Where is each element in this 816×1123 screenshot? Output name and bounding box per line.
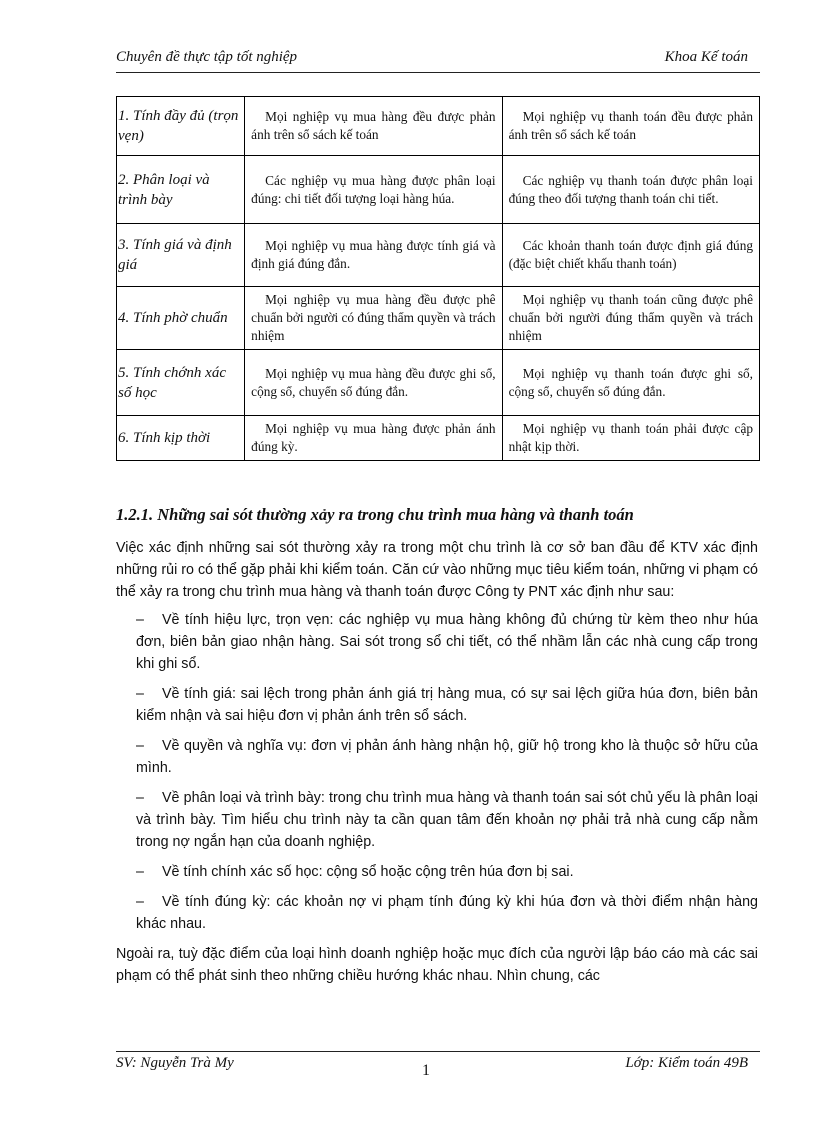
dash-bullet: – (136, 686, 144, 702)
section-body (116, 537, 758, 993)
payment-cell: Các nghiệp vụ thanh toán được phân loại đúng theo đối tượng thanh toán chi tiết. (502, 156, 759, 224)
table-row (117, 156, 760, 224)
objective-cell: 1. Tính đầy đủ (trọn vẹn) (117, 97, 245, 156)
objective-cell: 6. Tính kịp thời (117, 416, 245, 461)
page-header (116, 46, 760, 73)
dash-bullet: – (136, 612, 144, 628)
list-item-text: Về tính đúng kỳ: các khoản nợ vi phạm tính đúng kỳ khi húa đơn và thời điểm nhận hàng khác nhau. (136, 894, 758, 932)
objective-cell: 5. Tính chớnh xác số học (117, 350, 245, 416)
table-row (117, 416, 760, 461)
dash-bullet: – (136, 894, 144, 910)
list-item-text: Về tính hiệu lực, trọn vẹn: các nghiệp vụ mua hàng không đủ chứng từ kèm theo như húa đơn, biên bản giao nhận hàng. Sai sót trong sổ chi tiết, có thể nhầm lẫn các nhà cung cấp trong khi ghi sổ. (136, 612, 758, 672)
table-row (117, 97, 760, 156)
dash-bullet: – (136, 738, 144, 754)
purchase-cell: Mọi nghiệp vụ mua hàng đều được phản ánh trên sổ sách kế toán (245, 97, 502, 156)
table-row (117, 350, 760, 416)
header-department: Khoa Kế toán (664, 49, 748, 65)
payment-cell: Mọi nghiệp vụ thanh toán cũng được phê chuẩn bởi người đúng thẩm quyền và trách nhiệm (502, 287, 759, 350)
list-item-text: Về quyền và nghĩa vụ: đơn vị phản ánh hàng nhận hộ, giữ hộ trong kho là thuộc sở hữu của mình. (136, 738, 758, 776)
page-number: 1 (422, 1062, 430, 1079)
purchase-cell: Các nghiệp vụ mua hàng được phân loại đúng: chi tiết đối tượng loại hàng húa. (245, 156, 502, 224)
purchase-cell: Mọi nghiệp vụ mua hàng được phản ánh đúng kỳ. (245, 416, 502, 461)
payment-cell: Các khoản thanh toán được định giá đúng (đặc biệt chiết khấu thanh toán) (502, 224, 759, 287)
list-item (116, 787, 758, 853)
payment-cell: Mọi nghiệp vụ thanh toán được ghi sổ, cộng sổ, chuyển sổ đúng đắn. (502, 350, 759, 416)
objectives-table (116, 96, 760, 461)
intro-paragraph: Việc xác định những sai sót thường xảy ra trong một chu trình là cơ sở ban đầu để KTV xác định những rủi ro có thể gặp phải khi kiểm toán. Căn cứ vào những mục tiêu kiểm toán, những vi phạm có thể xảy ra trong chu trình mua hàng và thanh toán được Công ty PNT xác định như sau: (116, 540, 758, 600)
list-item (116, 861, 758, 883)
objective-cell: 4. Tính phờ chuẩn (117, 287, 245, 350)
section-heading: 1.2.1. Những sai sót thường xảy ra trong chu trình mua hàng và thanh toán (116, 505, 634, 524)
list-item-text: Về tính giá: sai lệch trong phản ánh giá trị hàng mua, có sự sai lệch giữa húa đơn, biên bản kiểm nhận và sai hiệu đơn vị phản ánh trên sổ sách. (136, 686, 758, 724)
list-item (116, 609, 758, 675)
purchase-cell: Mọi nghiệp vụ mua hàng đều được ghi sổ, cộng sổ, chuyển sổ đúng đắn. (245, 350, 502, 416)
closing-paragraph: Ngoài ra, tuỳ đặc điểm của loại hình doanh nghiệp hoặc mục đích của người lập báo cáo mà các sai phạm có thể phát sinh theo những chiều hướng khác nhau. Nhìn chung, các (116, 946, 758, 984)
page-footer (116, 1051, 760, 1078)
payment-cell: Mọi nghiệp vụ thanh toán phải được cập nhật kịp thời. (502, 416, 759, 461)
dash-bullet: – (136, 790, 144, 806)
list-item (116, 735, 758, 779)
list-item-text: Về phân loại và trình bày: trong chu trình mua hàng và thanh toán sai sót chủ yếu là phân loại và trình bày. Tìm hiểu chu trình này ta cần quan tâm đến khoản nợ phải trả nhà cung cấp nằm trong nợ ngắn hạn của doanh nghiệp. (136, 790, 758, 850)
footer-class: Lớp: Kiểm toán 49B (625, 1055, 748, 1071)
footer-student: SV: Nguyễn Trà My (116, 1055, 234, 1071)
list-item (116, 891, 758, 935)
objective-cell: 2. Phân loại và trình bày (117, 156, 245, 224)
objective-cell: 3. Tính giá và định giá (117, 224, 245, 287)
purchase-cell: Mọi nghiệp vụ mua hàng đều được phê chuẩn bởi người có đúng thẩm quyền và trách nhiệm (245, 287, 502, 350)
header-title: Chuyên đề thực tập tốt nghiệp (116, 49, 298, 65)
table-row (117, 224, 760, 287)
purchase-cell: Mọi nghiệp vụ mua hàng được tính giá và định giá đúng đắn. (245, 224, 502, 287)
dash-bullet: – (136, 864, 144, 880)
payment-cell: Mọi nghiệp vụ thanh toán đều được phản ánh trên sổ sách kế toán (502, 97, 759, 156)
list-item-text: Về tính chính xác số học: cộng sổ hoặc cộng trên húa đơn bị sai. (162, 864, 574, 880)
table-row (117, 287, 760, 350)
list-item (116, 683, 758, 727)
